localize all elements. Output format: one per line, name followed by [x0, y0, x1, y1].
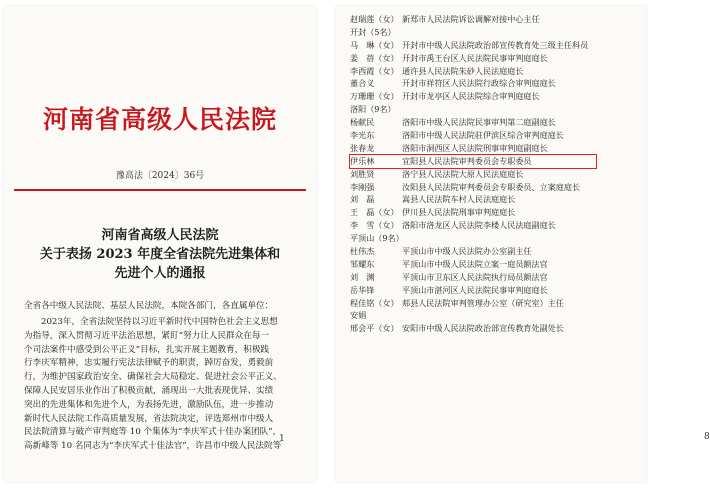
honoree-position: 嵩县人民法院车村人民法庭庭长 [402, 194, 516, 205]
body-text-line: 高新峰等 10 名同志为“李庆军式十佳法官”，许昌市中级人民法院等 [24, 441, 282, 452]
honoree-name: 邢会平（女） [350, 323, 399, 334]
honoree-position: 安阳市中级人民法院政治部宣传教育处副处长 [402, 323, 564, 334]
honoree-row [350, 142, 640, 155]
honoree-name: 万珊珊（女） [350, 91, 399, 102]
body-text-line: 行，为维护国家政治安全、确保社会大局稳定、促进社会公平正义、 [24, 372, 282, 383]
honoree-position: 洛宁县人民法院大原人民法庭庭长 [402, 168, 524, 179]
honoree-row [350, 245, 640, 258]
honoree-name: 董合义 [350, 78, 375, 89]
honoree-position: 洛阳市中级人民法院民事审判第二庭副庭长 [402, 117, 556, 128]
red-divider-line [14, 189, 306, 191]
honoree-name: 安娟 [350, 310, 367, 321]
honoree-row [350, 116, 640, 129]
honoree-row [350, 193, 640, 206]
honoree-name: 杜伟杰 [350, 246, 375, 257]
honoree-position: 郏县人民法院审判管理办公室（研究室）主任 [402, 297, 564, 308]
notice-title-line-3: 先进个人的通报 [114, 266, 206, 281]
honoree-name: 赵瑞莲（女） [350, 14, 399, 24]
body-text-line: 2023年，全省法院坚持以习近平新时代中国特色社会主义思想 [41, 317, 278, 327]
page-number-left: 1 [279, 434, 285, 444]
honoree-position: 平顶山市中级人民法院立案一庭员额法官 [402, 258, 548, 269]
page-number-right: 8 [704, 432, 710, 442]
honoree-row [350, 13, 640, 26]
honoree-position: 洛阳市洛龙区人民法院李楼人民法庭副庭长 [402, 220, 556, 231]
honoree-position: 新郑市人民法院诉讼调解对接中心主任 [402, 14, 540, 24]
honoree-name: 刘 渊 [350, 271, 375, 282]
honoree-row [350, 168, 640, 181]
body-text-line: 为指导，深入贯彻习近平法治思想，紧盯“努力让人民群众在每一 [24, 330, 270, 341]
region-heading: 开封（5名） [350, 26, 396, 37]
body-text-line: 民法院清算与破产审判庭等 10 个集体为“李庆军式十佳办案团队”， [24, 427, 282, 438]
honoree-name: 李西霞（女） [350, 65, 399, 76]
honoree-row [350, 181, 640, 194]
honoree-name: 张春龙 [350, 142, 375, 153]
right-document-page [336, 6, 710, 482]
honoree-name: 程佳铭（女） [350, 297, 399, 308]
region-heading: 洛阳（9名） [350, 104, 396, 115]
honoree-row [350, 52, 640, 65]
honoree-position: 平顶山市湛河区人民法院民事审判庭庭长 [402, 284, 548, 295]
highlighted-honoree-row [350, 155, 596, 168]
honoree-row [350, 322, 640, 335]
notice-body-text [24, 316, 304, 454]
left-document-page [4, 6, 316, 482]
honoree-name: 邹耀东 [350, 258, 375, 269]
honoree-list [350, 13, 640, 335]
body-text-line: 个司法案件中感受到公平正义”目标，扎实开展主题教育，积极践 [24, 344, 270, 355]
honoree-name: 马 琳（女） [350, 39, 399, 50]
honoree-name: 李光东 [350, 130, 375, 141]
honoree-row [350, 258, 640, 271]
body-text-line: 突出的先进集体和先进个人，为表扬先进，激励队伍，进一步推动 [24, 399, 274, 410]
honoree-position: 开封市龙亭区人民法院综合审判庭庭长 [402, 91, 540, 102]
region-heading: 平顶山（9名） [350, 233, 404, 244]
honoree-position: 开封市中级人民法院政治部宣传教育处三级主任科员 [402, 39, 589, 50]
court-name-header: 河南省高级人民法院 [42, 105, 277, 134]
honoree-row [350, 219, 640, 232]
honoree-name: 杨献民 [350, 117, 375, 128]
honoree-position: 平顶山市卫东区人民法院执行局员额法官 [402, 271, 548, 282]
honoree-row [350, 309, 640, 322]
honoree-name: 刘 磊 [350, 194, 375, 205]
honoree-name: 姜 蓓（女） [350, 52, 399, 63]
honoree-name: 王 磊（女） [350, 207, 399, 218]
recipients-line: 全省各中级人民法院、基层人民法院，本院各部门，各直属单位： [24, 301, 274, 311]
honoree-row [350, 284, 640, 297]
honoree-position: 洛阳市洞西区人民法院刑事审判庭副庭长 [402, 142, 548, 153]
body-text-line: 新时代人民法院工作高质量发展，省法院决定，评选郑州市中级人 [24, 413, 274, 424]
honoree-position: 开封市祥符区人民法院行政综合审判庭庭长 [402, 78, 556, 89]
notice-title-line-1: 河南省高级人民法院 [101, 228, 219, 243]
honoree-position: 开封市禹王台区人民法院民事审判庭庭长 [402, 52, 548, 63]
honoree-name: 李刚强 [350, 181, 375, 192]
honoree-row [350, 65, 640, 78]
body-text-line: 保障人民安居乐业作出了积极贡献，涌现出一大批表现优异、实绩 [24, 385, 274, 396]
honoree-position: 宜阳县人民法院审判委员会专职委员 [402, 155, 532, 166]
honoree-row [350, 129, 640, 142]
honoree-row [350, 206, 640, 219]
honoree-position: 通许县人民法院朱砂人民法庭庭长 [402, 65, 524, 76]
honoree-position: 平顶山市中级人民法院办公室副主任 [402, 246, 532, 257]
notice-title-line-2: 关于表扬 2023 年度全省法院先进集体和 [39, 247, 281, 262]
honoree-row [350, 297, 640, 310]
honoree-position: 汝阳县人民法院审判委员会专职委员、立案庭庭长 [402, 181, 581, 192]
honoree-name: 岳华锋 [350, 284, 375, 295]
honoree-position: 洛阳市中级人民法院驻伊滨区综合审判庭庭长 [402, 130, 564, 141]
document-number: 豫高法〔2024〕36号 [115, 171, 205, 181]
honoree-name: 刘胜贤 [350, 168, 375, 179]
honoree-row [350, 271, 640, 284]
honoree-row [350, 39, 640, 52]
honoree-row [350, 90, 640, 103]
honoree-name: 李 雪（女） [350, 220, 399, 231]
honoree-name: 伊乐林 [350, 155, 375, 166]
body-text-line: 行李庆军精神，忠实履行宪法法律赋予的职责，踔厉奋发，勇毅前 [24, 358, 274, 369]
honoree-row [350, 77, 640, 90]
honoree-position: 伊川县人民法院刑事审判庭庭长 [402, 207, 516, 218]
